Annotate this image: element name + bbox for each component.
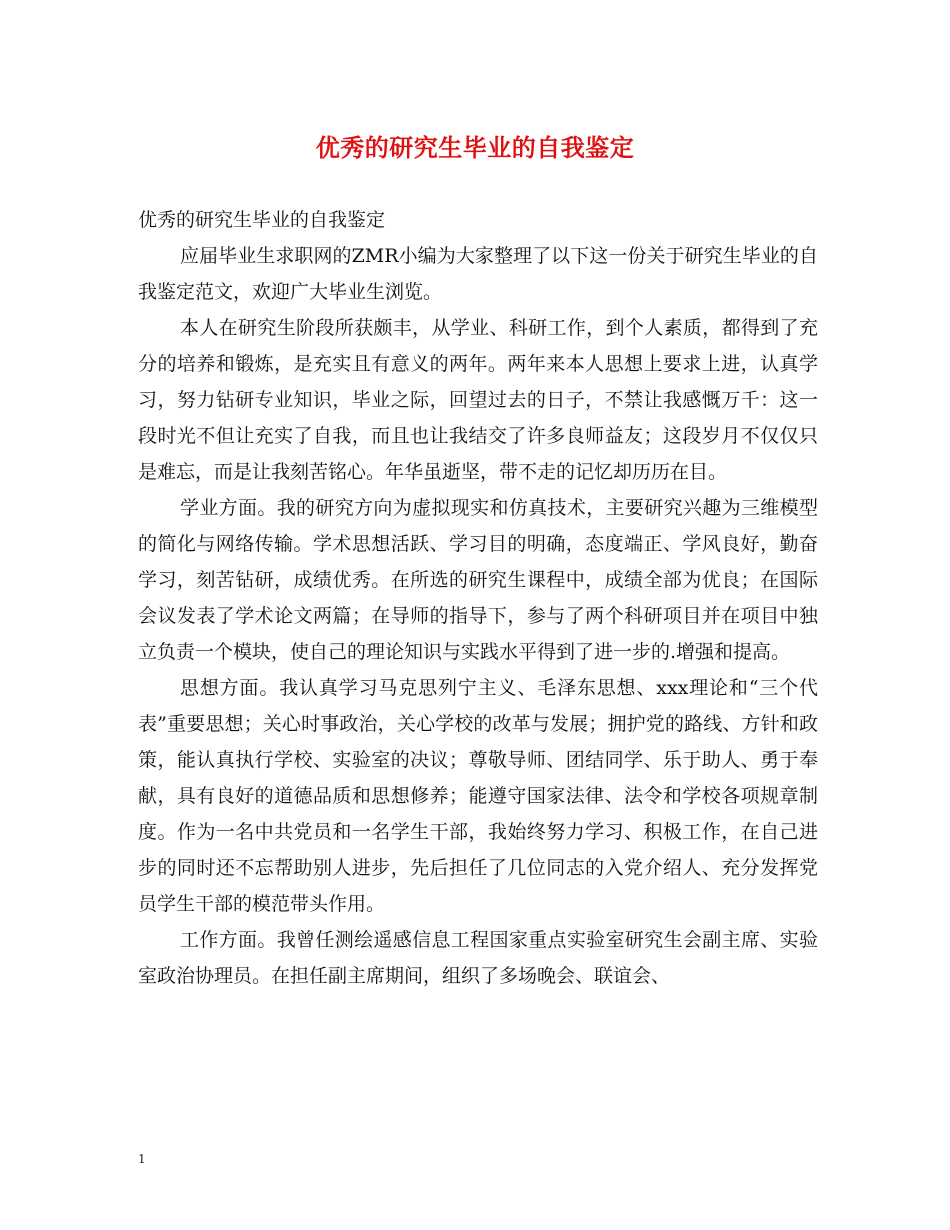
page-number: 1 — [138, 1152, 146, 1166]
paragraph-academics: 学业方面。我的研究方向为虚拟现实和仿真技术，主要研究兴趣为三维模型的简化与网络传输。学术思想活跃、学习目的明确，态度端正、学风良好，勤奋学习，刻苦钻研，成绩优秀。在所选的研究生课程中，成绩全部为优良；在国际会议发表了学术论文两篇；在导师的指导下，参与了两个科研项目并在项目中独立负责一个模块，使自己的理论知识与实践水平得到了进一步的.增强和提高。 — [138, 497, 818, 663]
paragraph-intro: 应届毕业生求职网的ZMR小编为大家整理了以下这一份关于研究生毕业的自我鉴定范文，欢迎广大毕业生浏览。 — [138, 245, 818, 303]
paragraph-ideology: 思想方面。我认真学习马克思列宁主义、毛泽东思想、xxx理论和“三个代表”重要思想；关心时事政治，关心学校的改革与发展；拥护党的路线、方针和政策，能认真执行学校、实验室的决议；尊敬导师、团结同学、乐于助人、勇于奉献，具有良好的道德品质和思想修养；能遵守国家法律、法令和学校各项规章制度。作为一名中共党员和一名学生干部，我始终努力学习、积极工作，在自己进步的同时还不忘帮助别人进步，先后担任了几位同志的入党介绍人、充分发挥党员学生干部的模范带头作用。 — [138, 677, 818, 915]
document-subtitle: 优秀的研究生毕业的自我鉴定 — [138, 209, 386, 231]
document-title: 优秀的研究生毕业的自我鉴定 — [315, 133, 635, 162]
paragraph-summary: 本人在研究生阶段所获颇丰，从学业、科研工作，到个人素质，都得到了充分的培养和锻炼，是充实且有意义的两年。两年来本人思想上要求上进，认真学习，努力钻研专业知识，毕业之际，回望过去的日子，不禁让我感慨万千：这一段时光不但让充实了自我，而且也让我结交了许多良师益友；这段岁月不仅仅只是难忘，而是让我刻苦铭心。年华虽逝坚，带不走的记忆却历历在目。 — [138, 317, 818, 483]
document-body — [138, 202, 818, 994]
paragraph-work: 工作方面。我曾任测绘遥感信息工程国家重点实验室研究生会副主席、实验室政治协理员。在担任副主席期间，组织了多场晚会、联谊会、 — [138, 929, 818, 987]
